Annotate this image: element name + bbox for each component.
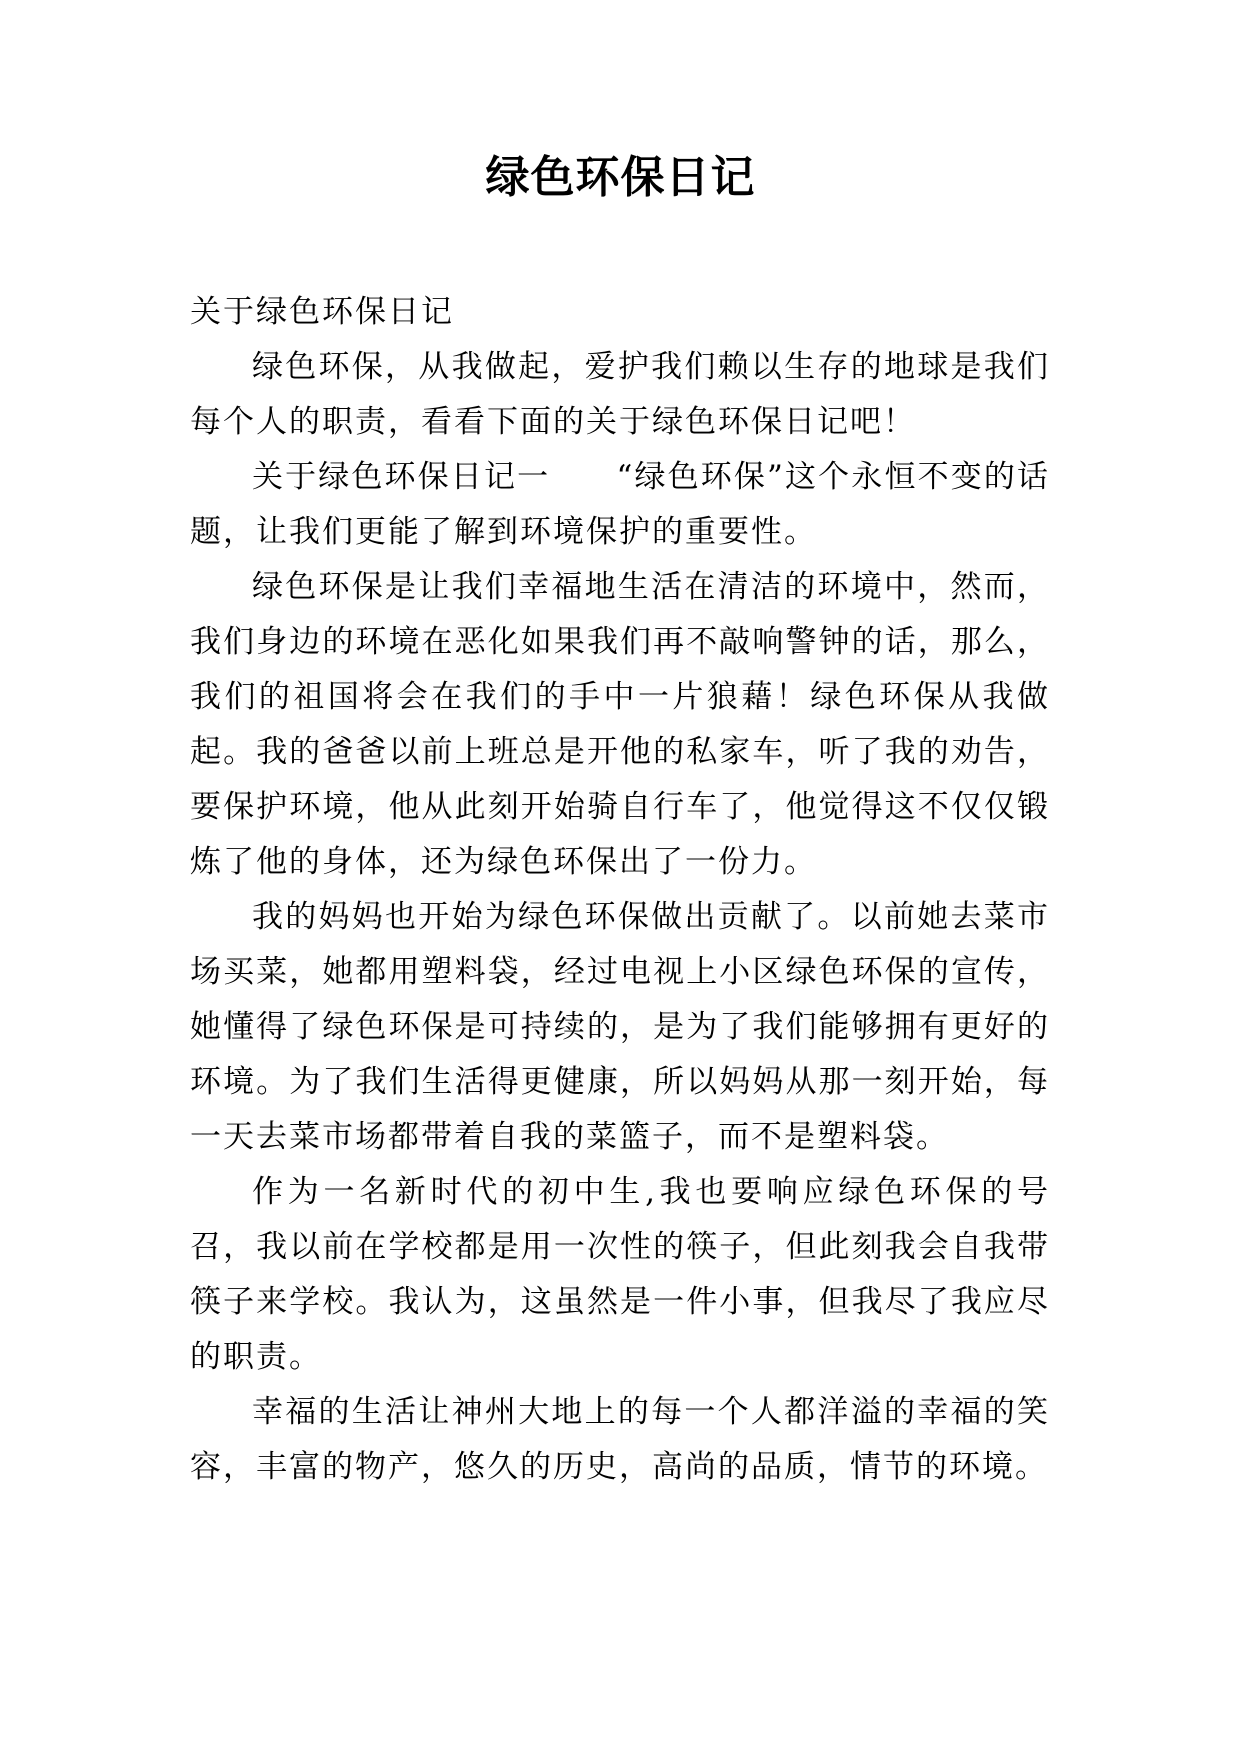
paragraph-father: 绿色环保是让我们幸福地生活在清洁的环境中，然而，我们身边的环境在恶化如果我们再不敲响警钟的话，那么，我们的祖国将会在我们的手中一片狼藉！绿色环保从我做起。我的爸爸以前上班总是开他的私家车，听了我的劝告，要保护环境，他从此刻开始骑自行车了，他觉得这不仅仅锻炼了他的身体，还为绿色环保出了一份力。: [190, 569, 1050, 880]
document-body: [190, 285, 1050, 1495]
paragraph-intro: 绿色环保，从我做起，爱护我们赖以生存的地球是我们每个人的职责，看看下面的关于绿色环保日记吧！: [190, 349, 1050, 440]
document-title: 绿色环保日记: [485, 152, 756, 203]
document-subtitle: 关于绿色环保日记: [190, 294, 454, 330]
paragraph-student: 作为一名新时代的初中生,我也要响应绿色环保的号召，我以前在学校都是用一次性的筷子，但此刻我会自我带筷子来学校。我认为，这虽然是一件小事，但我尽了我应尽的职责。: [190, 1174, 1050, 1375]
paragraph-mother: 我的妈妈也开始为绿色环保做出贡献了。以前她去菜市场买菜，她都用塑料袋，经过电视上小区绿色环保的宣传，她懂得了绿色环保是可持续的，是为了我们能够拥有更好的环境。为了我们生活得更健康，所以妈妈从那一刻开始，每一天去菜市场都带着自我的菜篮子，而不是塑料袋。: [190, 899, 1050, 1155]
paragraph-diary-one: 关于绿色环保日记一 “绿色环保”这个永恒不变的话题，让我们更能了解到环境保护的重要性。: [190, 459, 1050, 550]
paragraph-happiness: 幸福的生活让神州大地上的每一个人都洋溢的幸福的笑容，丰富的物产，悠久的历史，高尚的品质，情节的环境。: [190, 1394, 1050, 1485]
